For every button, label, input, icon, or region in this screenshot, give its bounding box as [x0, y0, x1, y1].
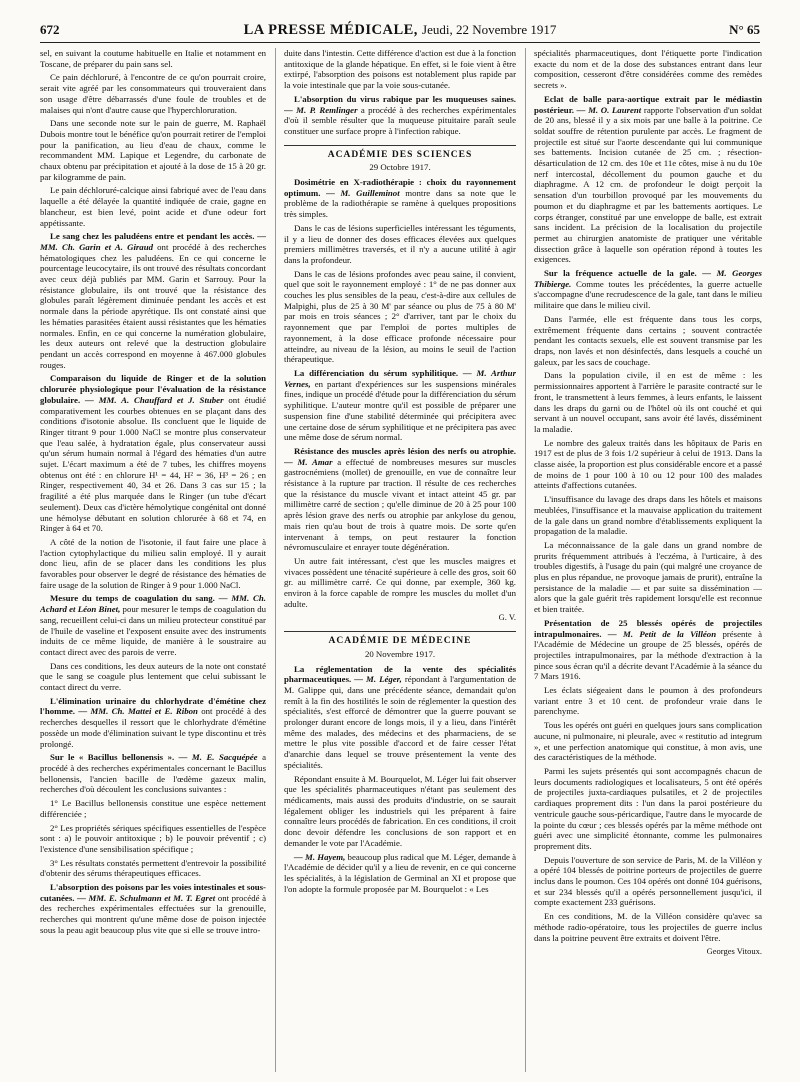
paragraph: L'insuffisance du lavage des draps dans les hôtels et maisons meublées, l'insuffisance et la mauvaise application du traitement de la gale dans un grand nombre d'établissements expliquent la propagation de la maladie. — [534, 494, 762, 537]
article — [284, 94, 516, 137]
column-middle — [284, 48, 516, 1072]
article-authors: — M. P. Remlinger — [284, 104, 358, 115]
article-title: Le sang chez les paludéens entre et pendant les accès. — [50, 231, 255, 242]
article — [284, 368, 516, 443]
article-text: pour mesurer le temps de coagulation du sang, recueillent celui-ci dans un milieu protecteur constitué par de l'huile de vaseline et l'exposent ensuite avec des instruments induits de ce même liquide, de manière à le soustraire au contact direct avec des parois de verre. — [40, 604, 266, 657]
article-authors: — M. Hayem, — [294, 851, 346, 862]
article — [40, 231, 266, 370]
list-item: 1° Le Bacillus bellonensis constitue une espèce nettement différenciée ; — [40, 798, 266, 819]
article-authors: — M. Léger, — [354, 674, 402, 685]
journal-name: LA PRESSE MÉDICALE, — [243, 22, 418, 38]
article — [40, 696, 266, 750]
article-authors: — M. Petit de la Villéon — [607, 628, 717, 639]
paragraph: A côté de la notion de l'isotonie, il faut faire une place à l'action cytophylactique du milieu salin employé. Il y aurait donc lieu, afin de se placer dans les conditions les plus favorables pour observer le degré de résistance des hématies de faire usage de la solution de Ringer à 9 pour 1.000 NaCl. — [40, 536, 266, 590]
page-header — [40, 22, 760, 43]
list-item: 2° Les propriétés sériques spécifiques essentielles de l'espèce sont : a) le pouvoir antitoxique ; b) le pouvoir préventif ; c) l'existence d'une sensibilisation spécifique ; — [40, 822, 266, 854]
paragraph: sel, en suivant la coutume habituelle en Italie et notamment en Toscane, de préparer du pain sans sel. — [40, 48, 266, 69]
article-title: Comparaison du liquide de Ringer et de la solution chlorurée physiologique pour l'évaluation de la résistance globulaire. — [40, 373, 266, 405]
article — [40, 752, 266, 795]
article — [284, 852, 516, 895]
article — [40, 593, 266, 657]
article-text: répondant à l'argumentation de M. Galippe qui, dans une précédente séance, demandait qu'on remît à la fin des hostilités le soin de réglementer la question des spécialités, s'est efforcé de démontrer que la guerre pouvant se prolonger durant encore de longs mois, il y a lieu, dans l'intérêt même des malades, des médecins et des pharmaciens, de se mettre le plus vite possible d'accord et de faire cesser l'état d'anarchie dans lequel se trouve présentement la vente des spécialités. — [284, 674, 516, 770]
article — [40, 373, 266, 534]
article — [284, 664, 516, 771]
paragraph: Répondant ensuite à M. Bourquelot, M. Léger lui fait observer que les spécialités pharmaceutiques n'étant pas seulement des médicaments, mais aussi des produits d'industrie, on se saurait légalement obliger les industriels qui les préparent à faire connaître leurs procédés de fabrication. En ces conditions, il croit donc devoir défendre les conclusions de son rapport et en demander le vote par l'Académie. — [284, 773, 516, 848]
column-right — [534, 48, 762, 1072]
article-title: L'absorption des poisons par les voies intestinales et sous-cutanées. — [40, 882, 266, 903]
paragraph: Le nombre des galeux traités dans les hôpitaux de Paris en 1917 est de plus de 3 fois 1/2 supérieur à celui de 1913. Dans la classe aisée, la proportion est plus considérable encore et a passé de moins de 1 pour 100 à 10 ou 12 pour 100 des malades atteints d'affections cutanées. — [534, 437, 762, 491]
article-authors: — M. Guilleminot — [326, 187, 400, 198]
article-text: beaucoup plus radical que M. Léger, demande à l'Académie de décider qu'il y a lieu de revenir, en ce qui concerne les spécialités, à la législation de Germinal an XI et propose que l'on adopte la formule proposée par M. Bourquelot : « Les — [284, 851, 516, 894]
paragraph: Parmi les sujets présentés qui sont accompagnés chacun de leurs documents radiologiques et localisateurs, 5 ont été opérés de projectiles juxta-cardiaques pulsatiles, et 2 de projectiles cardiaques proprement dits : l'un dans la paroi postérieure du ventricule gauche sous-péricardique, l'autre dans le myocarde de la pointe du cœur ; ces blessés opérés par la même méthode ont guéri avec une simplicité étonnante, comme les pulmonaires proprement dits. — [534, 766, 762, 851]
paragraph: Tous les opérés ont guéri en quelques jours sans complication aucune, ni pulmonaire, ni pleurale, avec « restitutio ad integrum », et une perfection anatomique qui constitue, à mon avis, une des caractéristiques de la méthode. — [534, 720, 762, 763]
article-authors: — M. E. Sacquépée — [178, 752, 258, 763]
article — [534, 618, 762, 682]
article-authors: — MM. Ch. Mattei et E. Ribon — [78, 706, 198, 717]
signature: G. V. — [498, 612, 516, 623]
paragraph: Les éclats siégeaient dans le poumon à des profondeurs variant entre 3 et 10 cent. de profondeur vraie dans le parenchyme. — [534, 685, 762, 717]
article-title: Sur la fréquence actuelle de la gale. — [544, 268, 697, 279]
paragraph: spécialités pharmaceutiques, dont l'étiquette porte l'indication exacte du nom et de la dose des substances entrant dans leur composition, cesseront d'être considérées comme des remèdes secrets ». — [534, 48, 762, 91]
issue-number: N° 65 — [729, 22, 760, 37]
article-authors: — MM. Ch. Garin et A. Giraud — [40, 231, 266, 252]
article-title: La réglementation de la vente des spécialités pharmaceutiques. — [284, 663, 516, 685]
article — [534, 268, 762, 311]
article-title: La différenciation du sérum syphilitique. — [294, 367, 459, 378]
list-item: 3° Les résultats constatés permettent d'entrevoir la possibilité d'obtenir des sérums thérapeutiques efficaces. — [40, 857, 266, 879]
article-text: ont procédé à des recherches desquelles il ressort que le chlorhydrate d'émétine possède un mode d'élimination suivant le type discontinu et très prolongé. — [40, 706, 266, 749]
paragraph: Le pain déchloruré-calcique ainsi fabriqué avec de l'eau dans laquelle a été délayée la quantité indiquée de craie, gagne en blancheur, est bien levé, point acide et d'une odeur fort appétissante. — [40, 185, 266, 228]
paragraph: Dans la population civile, il en est de même : les permissionnaires apportent à l'arrière le parasite contracté sur le front, le transmettent à leurs femmes, à leurs enfants, le laissent dans les draps du garni ou de l'hôtel où ils ont couché et qui servant à un nouvel occupant, sans avoir été lavés, disséminent la maladie. — [534, 370, 762, 434]
section-date: 20 Novembre 1917. — [364, 648, 436, 659]
article-title: Dosimétrie en X-radiothérapie : choix du rayonnement optimum. — [284, 177, 516, 198]
paragraph: Depuis l'ouverture de son service de Paris, M. de la Villéon y a opéré 104 blessés de poitrine porteurs de projectiles de guerre inclus dans le poumon. Ces 104 opérés ont donné 104 guérisons, et sur 234 blessés qu'il a opérés personnellement jusqu'ici, il compte exactement 233 guérisons. — [534, 854, 762, 908]
paragraph: Dans le cas de lésions profondes avec peau saine, il convient, quel que soit le rayonnement employé : 1° de ne pas donner aux couches les plus sensibles de la peau, c'est-à-dire aux cellules de Malpighi, plus de 25 à 30 M' par séance ou plus de 75 à 80 M' par mois en trois séances ; 2° d'arriver, tant par le choix du rayonnement que par l'emploi de portes multiples de rayonnement, à la dose efficace profonde nécessaire pour atteindre, au niveau de la lésion, au moins le seuil de l'action thérapeutique. — [284, 268, 516, 365]
article-authors: — M. Amar — [284, 456, 333, 467]
section-heading: ACADÉMIE DE MÉDECINE — [284, 631, 516, 647]
paragraph: Dans une seconde note sur le pain de guerre, M. Raphaël Dubois montre tout le bénéfice qu'on pourrait retirer de l'emploi pour la panification, au lieu d'eau de chaux, comme le recommandent MM. Lapique et Legendre, du carbonate de chaux obtenu par précipitation et ajouté à la dose de 15 à 20 gr. par kilogramme de pain. — [40, 118, 266, 182]
article-title: Présentation de 25 blessés opérés de projectiles intrapulmonaires. — [534, 617, 762, 639]
page-number: 672 — [40, 22, 60, 37]
paragraph: duite dans l'intestin. Cette différence d'action est due à la fonction antitoxique de la glande hépatique. En effet, si le foie vient à être extirpé, l'absorption des poisons est notablement plus rapide par la voie intestinale que par la voie sous-cutanée. — [284, 48, 516, 91]
article-title: L'élimination urinaire du chlorhydrate d'émétine chez l'homme. — [40, 695, 266, 717]
article-text: a procédé à des recherches expérimentales d'où il semble résulter que la muqueuse pituitaire paraît seule constituer une surface propre à l'infection rabique. — [284, 104, 516, 136]
paragraph: Ce pain déchloruré, à l'encontre de ce qu'on pourrait croire, serait vite agréé par les consommateurs qui trouveraient dans son usage d'être débarrassés d'une foule de troubles et de malaises qui n'ont d'autre cause que l'hyperchloruration. — [40, 72, 266, 115]
paragraph: Un autre fait intéressant, c'est que les muscles maigres et vivaces possèdent une ténacité supérieure à celle des gros, soit 60 gr. au millimètre carré. Ce qui donne, par exemple, 360 kg. environ à la force capable de rompre les muscles du mollet d'un adulte. — [284, 555, 516, 609]
column-divider — [275, 48, 276, 1072]
article-authors: — MM. Ch. Achard et Léon Binet, — [40, 593, 266, 615]
issue-date: Jeudi, 22 Novembre 1917 — [422, 22, 557, 37]
section-heading: ACADÉMIE DES SCIENCES — [284, 145, 516, 161]
article-title: Résistance des muscles après lésion des nerfs ou atrophie. — [294, 445, 516, 456]
paragraph: En ces conditions, M. de la Villéon considère qu'avec sa méthode radio-opératoire, tous les projectiles de guerre inclus dans la poitrine peuvent être extraits et doivent l'être. — [534, 911, 762, 943]
article-text: rapporte l'observation d'un soldat de 20 ans, blessé il y a six mois par une balle à la poitrine. Ce soldat souffre de rétention purulente par accès. Le fragment de projectile est situé sur l'aorte descendante qui lui communique ses battements. Incision cutanée de 25 cm. ; résection-désarticulation de 12 cm. des 10e et 11e côtes, mise à nu du 10e nerf intercostal, décollement du poumon gauche et du diaphragme. A 12 cm. de profondeur le doigt perçoit la sensation d'un tourbillon provoqué par les mouvements du poumon et du diaphragme et par les battements aortiques. Le corps étranger, constitué par une enveloppe de balle, est extrait sans incident. La précision de la localisation du projectile permet au chirurgien anatomiste de pratiquer une véritable dissection grâce à laquelle son opération répond à toutes les exigences. — [534, 104, 762, 265]
article-text: ont procédé à des recherches hématologiques chez les paludéens. En ce qui concerne le pourcentage leucocytaire, ils ont trouvé des résultats concordant avec ceux déjà publiés par MM. Garin et Sarrouy. Pour la résistance globulaire, ils ont trouvé que la résistance des globules paraît légèrement diminuée pendant les accès et est normale dans la période apyrétique. Ils ont constaté ainsi que les hématies parasitées étaient aussi résistantes que les hématies normales. Enfin, en ce qui concerne la numération globulaire, les deux auteurs ont relevé que la destruction globulaire pendant un accès correspond en moyenne à 467.000 globules rouges. — [40, 241, 266, 370]
article-authors: — MM. A. Chauffard et J. Stuber — [85, 394, 224, 405]
signature: Georges Vitoux. — [706, 946, 762, 957]
article-title: Mesure du temps de coagulation du sang. — [50, 593, 215, 604]
column-left — [40, 48, 266, 1072]
article-text: montre dans sa note que le problème de la radiothérapie se ramène à quelques propositions très simples. — [284, 187, 516, 220]
paragraph: Dans le cas de lésions superficielles intéressant les téguments, il y a lieu de donner des doses efficaces élevées aux quelques premiers millimètres traversés, et il n'y a aucune utilité à agir dans la profondeur. — [284, 222, 516, 265]
article-authors: — MM. E. Schulmann et M. T. Egret — [77, 892, 216, 903]
article-authors: — M. Georges Thibierge. — [534, 268, 762, 289]
paragraph: Dans ces conditions, les deux auteurs de la note ont constaté que le sang se coagule plus lentement que celui subissant le contact direct du verre. — [40, 660, 266, 693]
article-text: ont étudié comparativement les courbes obtenues en se plaçant dans des conditions d'isotonie absolue. Ils concluent que le liquide de Ringer titrant 9 pour 1.000 NaCl se montre plus conservateur que l'eau salée, à hydratation égale, plus conservateur aussi qu'un sérum humain normal à l'égard des hématies d'un autre sujet. L'écart maximum a été de 7 tubes, les chiffres moyens obtenus ont été : en chlorure H¹ = 44, H² = 36, H³ = 26 ; en Ringer, respectivement 40, 34 et 26. Dans 3 cas sur 15 ; la fragilité a été plus marquée dans le Ringer (un tube d'écart seulement). Deux cas d'ictère hémolytique congénital ont donné une hémolyse débutant en solution chlorurée à 68 et 74, en Ringer à 64 et 70. — [40, 394, 266, 534]
article-text: en partant d'expériences sur les suspensions minérales fines, indique un procédé d'étude pour la différenciation du sérum syphilitique. L'auteur montre qu'il est possible de préparer une suspension fine d'une stabilité déterminée qui précipitera avec une certaine dose de sérum syphilitique et ne précipitera pas avec une même dose de sérum normal. — [284, 378, 516, 443]
article-text: a effectué de nombreuses mesures sur muscles gastrocnémiens (mollet) de grenouille, en vue de connaître leur résistance à la rupture par traction. Il résulte de ces recherches que la résistance du muscle vivant et intact atteint 45 gr. par millimètre carré de section ; qu'elle diminue de 20 à 25 pour 100 après lésion grave des nerfs ou atrophie par ankylose du genou, mais rien qu'au bout de trois à quatre mois. De sorte qu'en intervenant à temps, on peut restaurer la fonction névromusculaire et enrayer toute dégénération. — [284, 456, 516, 553]
article — [284, 177, 516, 220]
article-title: Sur le « Bacillus bellonensis ». — [50, 752, 175, 763]
section-date: 29 Octobre 1917. — [369, 162, 431, 173]
article-text: présente à l'Académie de Médecine un groupe de 25 blessés, opérés de projectiles intrapulmonaires, par la méthode d'extraction à la pince sous écran qu'il a décrite devant l'Académie à la séance du 7 Mars 1916. — [534, 628, 762, 682]
article-authors: — M. Arthur Vernes, — [284, 367, 516, 389]
article-authors: — M. O. Laurent — [576, 104, 642, 115]
paragraph: La méconnaissance de la gale dans un grand nombre de prurits fréquemment attribués à l'eczéma, à l'urticaire, à des troubles digestifs, à l'usage du pain (qui malgré une croyance de plus en plus répandue, ne provoque jamais de prurit), entraîne la persistance de la maladie — et par suite sa dissémination — alors que la gale guérit très rapidement lorsqu'elle est reconnue et bien traitée. — [534, 539, 762, 615]
article — [534, 94, 762, 265]
journal-title — [40, 22, 760, 39]
article-text: a procédé à des recherches expérimentales concernant le Bacillus bellonensis, l'ancien bacille de l'œdème gazeux malin, recherches d'où découlent les conclusions suivantes : — [40, 752, 266, 795]
paragraph: Dans l'armée, elle est fréquente dans tous les corps, extrêmement fréquente dans certains ; souvent contractée pendant les contacts sexuels, elle est souvent transmise par les draps, non lavés et non désinfectés, dans lesquels a couché un galeux, par les sacs de couchage. — [534, 313, 762, 367]
article-text: ont procédé à des recherches expérimentales effectuées sur la grenouille, recherches qui montrent qu'une même dose de poison injectée sous la peau agit beaucoup plus vite que si elle se trouve intro- — [40, 892, 266, 935]
article-text: Comme toutes les précédentes, la guerre actuelle s'accompagne d'une recrudescence de la gale, tant dans le milieu militaire que dans le milieu civil. — [534, 278, 762, 311]
article-title: Eclat de balle para-aortique extrait par le médiastin postérieur. — [534, 93, 762, 115]
article — [284, 446, 516, 553]
article-title: L'absorption du virus rabique par les muqueuses saines. — [294, 93, 516, 104]
article — [40, 882, 266, 936]
column-divider — [525, 48, 526, 1072]
